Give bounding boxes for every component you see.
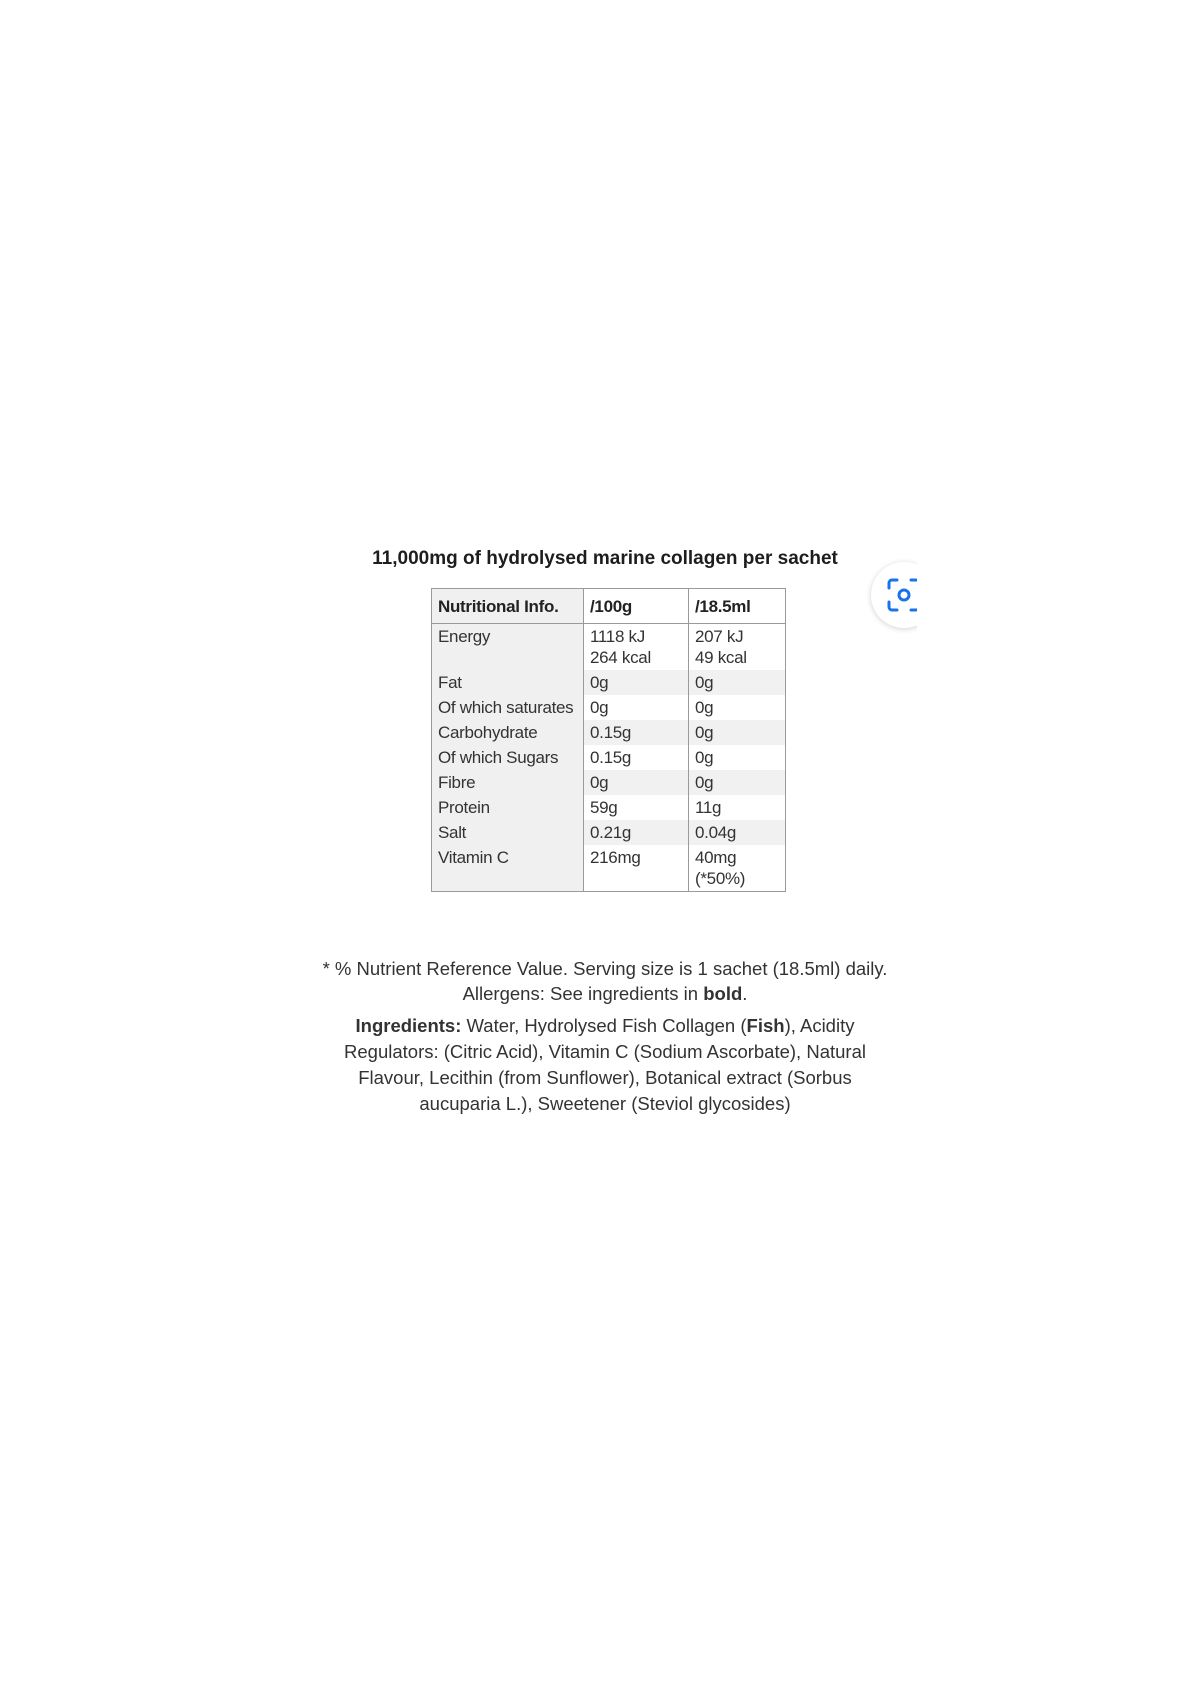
- vitamin-c-serving: 40mg: [695, 848, 737, 867]
- table-row: [432, 695, 786, 720]
- row-serving: 0g: [689, 745, 786, 770]
- nrv-footnote: [0, 956, 1191, 1006]
- product-heading: 11,000mg of hydrolysed marine collagen per sachet: [372, 548, 838, 569]
- row-serving: 0.04g: [689, 820, 786, 845]
- allergen-bold-word: bold: [703, 983, 743, 1004]
- table-header-row: [432, 589, 786, 624]
- ingredients-part1: Water, Hydrolysed Fish Collagen (: [461, 1015, 747, 1036]
- table-row: [432, 845, 786, 892]
- row-label: Of which saturates: [432, 695, 584, 720]
- serving-note: * % Nutrient Reference Value. Serving size is 1 sachet (18.5ml) daily.: [322, 958, 888, 979]
- allergen-prefix: Allergens: See ingredients in: [462, 983, 704, 1004]
- row-per100: 0.21g: [584, 820, 689, 845]
- row-per100: 59g: [584, 795, 689, 820]
- table-row: [432, 795, 786, 820]
- ingredients-label: Ingredients:: [355, 1015, 462, 1036]
- row-label: Vitamin C: [432, 845, 584, 892]
- energy-kcal-serving: 49 kcal: [695, 648, 747, 667]
- row-per100: 0g: [584, 670, 689, 695]
- row-serving: 11g: [689, 795, 786, 820]
- table-row: [432, 770, 786, 795]
- row-label: Salt: [432, 820, 584, 845]
- row-serving: [689, 845, 786, 892]
- energy-kj-serving: 207 kJ: [695, 627, 744, 646]
- table-row: [432, 624, 786, 671]
- ingredients-allergen: Fish: [746, 1015, 785, 1036]
- row-per100: 216mg: [584, 845, 689, 892]
- allergen-suffix: .: [742, 983, 748, 1004]
- row-per100: 0.15g: [584, 720, 689, 745]
- row-label: Protein: [432, 795, 584, 820]
- row-serving: [689, 624, 786, 671]
- row-per100: 0.15g: [584, 745, 689, 770]
- table-row: [432, 670, 786, 695]
- row-label: Energy: [432, 624, 584, 671]
- row-label: Carbohydrate: [432, 720, 584, 745]
- allergen-note: [0, 981, 1191, 1006]
- header-per-100g: /100g: [584, 589, 689, 624]
- table-row: [432, 745, 786, 770]
- overlay-clip: [917, 540, 977, 650]
- nutrition-table: [431, 588, 786, 892]
- energy-kj-per100: 1118 kJ: [590, 627, 645, 646]
- header-per-serving: /18.5ml: [689, 589, 786, 624]
- row-label: Fibre: [432, 770, 584, 795]
- row-label: Of which Sugars: [432, 745, 584, 770]
- row-per100: [584, 624, 689, 671]
- row-per100: 0g: [584, 770, 689, 795]
- table-row: [432, 720, 786, 745]
- row-label: Fat: [432, 670, 584, 695]
- row-serving: 0g: [689, 770, 786, 795]
- table-row: [432, 820, 786, 845]
- header-nutritional-info: Nutritional Info.: [432, 589, 584, 624]
- row-serving: 0g: [689, 670, 786, 695]
- ingredients-text: [325, 1013, 885, 1117]
- ingredients-part2: ), Acidity Regulators: (Citric Acid), Vitamin C (Sodium Ascorbate), Natural Flavour, Lecithin (from Sunflower), Botanical extract (Sorbus aucuparia L.), Sweetener (Steviol glycosides): [344, 1015, 866, 1114]
- row-serving: 0g: [689, 695, 786, 720]
- row-per100: 0g: [584, 695, 689, 720]
- energy-kcal-per100: 264 kcal: [590, 648, 651, 667]
- vitamin-c-nrv: (*50%): [695, 869, 746, 888]
- row-serving: 0g: [689, 720, 786, 745]
